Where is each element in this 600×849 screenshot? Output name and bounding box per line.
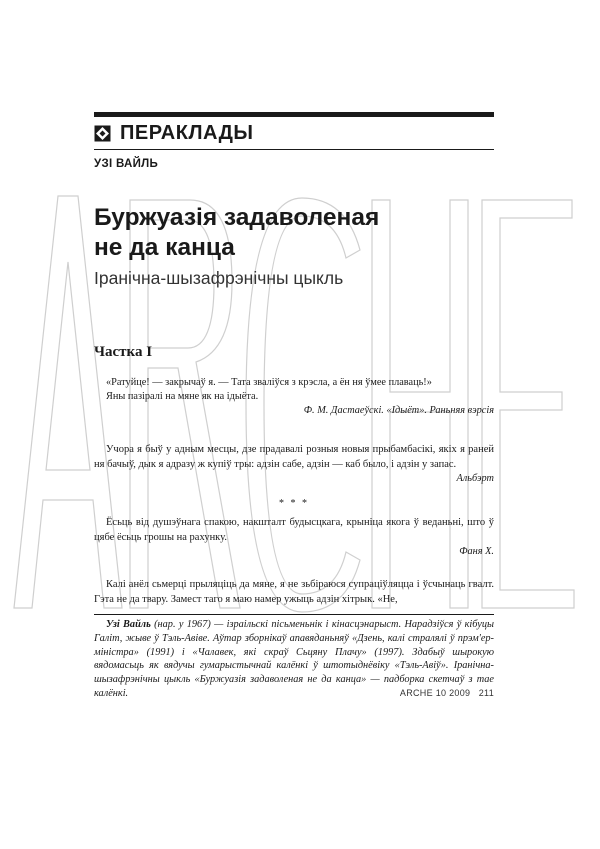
paragraph-1-text: Учора я быў у адным месцы, дзе прадавалі розныя новыя прыбамбасікі, якіх я раней ня бачыў, дык я адразу ж купіў тры: адзін сабе, адзін — каб было, і адзін у запас. xyxy=(94,444,494,470)
footer-journal: ARCHE 10 2009 xyxy=(399,688,471,698)
epigraph xyxy=(106,376,494,418)
page-footer xyxy=(396,688,494,698)
paragraph-2-text: Ёсьць від душэўнага спакою, накшталт будысцкага, крыніца якога ў веданьні, што ў цябе ёсьць грошы на рахунку. xyxy=(94,517,494,543)
epigraph-attribution: Ф. М. Дастаеўскі. «Ідыёт». Раньняя вэрсія xyxy=(303,405,494,416)
paragraph-3-text: Калі анёл сьмерці прыляціць да мяне, я не зьбіраюся супраціўляцца і ўсчынаць гвалт. Гэта не да твару. Замест таго я маю намер ужыць адзін хітрык. «Не, xyxy=(94,579,494,605)
article-title-line-2: не да канца xyxy=(94,234,235,261)
epigraph-line-2: Яны пазіралі на мяне як на ідыёта. xyxy=(106,391,259,402)
section-title: ПЕРАКЛАДЫ xyxy=(120,121,254,144)
section-separator: * * * xyxy=(279,498,309,509)
article-title xyxy=(94,203,494,263)
bio-text: (нар. у 1967) — ізраільскі пісьменьнік і кінасцэнарыст. Нарадзіўся ў кібуцы Галіт, жыве ў Тэль-Авіве. Аўтар зборнікаў апавяданьняў «Дзень, калі стралялі ў прэм'ер-міністра» (1991) і «Чалавек, які скраў Сьцяну Плачу» (1997). Здабыў шырокую вядомасьць як вядучы гумарыстычнай калёнкі ў штотыднёвіку «Тэль-Авіў». Іранічна-шызафрэнічны цыкль «Буржуазія задаволеная не да канца» — падборка скетчаў з тае калёнкі. xyxy=(94,619,494,699)
bio-separator-rule xyxy=(94,614,494,615)
paragraph-2 xyxy=(94,516,494,559)
footer-page-number: 211 xyxy=(478,688,494,698)
article-subtitle: Іранічна-шызафрэнічны цыкль xyxy=(94,268,344,288)
ornament-square-icon xyxy=(94,125,111,142)
part-heading: Частка I xyxy=(94,344,153,360)
section-header xyxy=(94,120,254,146)
top-thick-rule xyxy=(94,112,494,117)
paragraph-2-attribution: Фаня Х. xyxy=(459,546,494,557)
paragraph-1 xyxy=(94,443,494,486)
header-thin-rule xyxy=(94,149,494,150)
epigraph-line-1: «Ратуйце! — закрычаў я. — Тата зваліўся з крэсла, а ён ня ўмее плаваць!» xyxy=(106,377,432,388)
bio-author-name: Узі Вайль xyxy=(106,619,151,630)
author-name: УЗІ ВАЙЛЬ xyxy=(94,158,159,170)
article-title-line-1: Буржуазія задаволеная xyxy=(94,204,380,231)
paragraph-3 xyxy=(94,578,494,607)
paragraph-1-attribution: Альбэрт xyxy=(456,473,494,484)
